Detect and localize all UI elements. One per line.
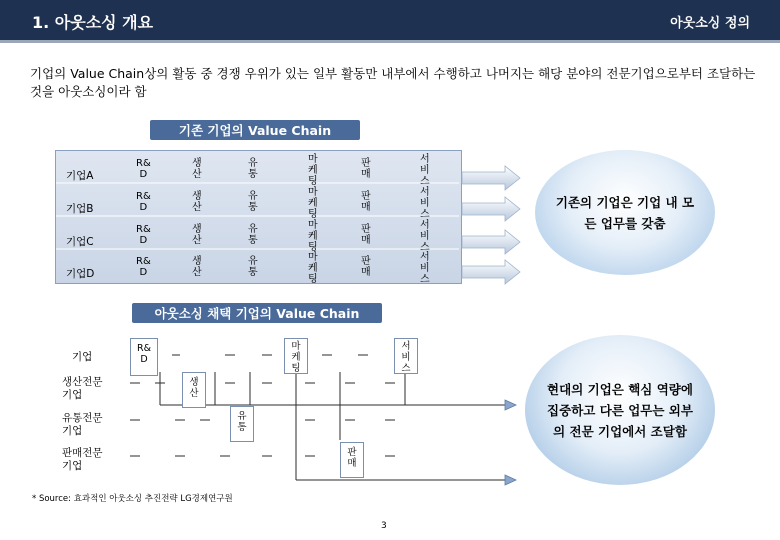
out-distribution-box: 유 통: [230, 406, 254, 442]
existing-cell-service: 서 비 스: [420, 220, 430, 253]
existing-cell-sales: 판 매: [361, 256, 371, 278]
existing-cell-rnd: R& D: [136, 224, 151, 246]
page-number: 3: [381, 521, 387, 531]
out-row-production-label: 생산전문 기업: [62, 376, 103, 401]
company-b-label: 기업B: [66, 203, 94, 215]
existing-cell-marketing: 마 케 팅: [308, 154, 318, 187]
existing-cell-production: 생 산: [192, 224, 202, 246]
existing-cell-production: 생 산: [192, 256, 202, 278]
existing-cell-rnd: R& D: [136, 191, 151, 213]
existing-cell-service: 서 비 스: [420, 154, 430, 187]
existing-cell-distribution: 유 통: [248, 158, 258, 180]
section-label: 아웃소싱 정의: [670, 16, 750, 31]
existing-cell-marketing: 마 케 팅: [308, 252, 318, 285]
existing-cell-distribution: 유 통: [248, 256, 258, 278]
existing-cell-service: 서 비 스: [420, 252, 430, 285]
out-sales-box: 판 매: [340, 442, 364, 478]
out-production-box: 생 산: [182, 372, 206, 408]
existing-cell-sales: 판 매: [361, 224, 371, 246]
out-row-distribution-label: 유통전문 기업: [62, 412, 103, 437]
outsourcing-summary-bubble: [525, 335, 715, 485]
out-row-sales-label: 판매전문 기업: [62, 447, 103, 472]
existing-cell-service: 서 비 스: [420, 187, 430, 220]
company-c-label: 기업C: [66, 236, 94, 248]
existing-cell-sales: 판 매: [361, 191, 371, 213]
out-rnd-box: R& D: [130, 338, 158, 376]
out-row-company-label: 기업: [72, 351, 93, 363]
existing-cell-rnd: R& D: [136, 256, 151, 278]
existing-cell-production: 생 산: [192, 191, 202, 213]
existing-cell-marketing: 마 케 팅: [308, 220, 318, 253]
intro-text: 기업의 Value Chain상의 활동 중 경쟁 우위가 있는 일부 활동만 내부에서 수행하고 나머지는 해당 분야의 전문기업으로부터 조달하는 것을 아웃소싱이라 함: [30, 66, 756, 99]
out-marketing-box: 마 케 팅: [284, 338, 308, 374]
existing-cell-sales: 판 매: [361, 158, 371, 180]
existing-cell-marketing: 마 케 팅: [308, 187, 318, 220]
outsourcing-chain-title: 아웃소싱 채택 기업의 Value Chain: [132, 303, 382, 323]
existing-cell-distribution: 유 통: [248, 191, 258, 213]
company-a-label: 기업A: [66, 170, 94, 182]
company-d-label: 기업D: [66, 268, 95, 280]
existing-cell-production: 생 산: [192, 158, 202, 180]
existing-chain-title: 기존 기업의 Value Chain: [150, 120, 360, 140]
existing-cell-distribution: 유 통: [248, 224, 258, 246]
page-title: 1. 아웃소싱 개요: [32, 13, 154, 32]
out-service-box: 서 비 스: [394, 338, 418, 374]
source-note: * Source: 효과적인 아웃소싱 추진전략 LG경제연구원: [32, 494, 233, 504]
existing-cell-rnd: R& D: [136, 158, 151, 180]
existing-summary-text: 기존의 기업은 기업 내 모든 업무를 갖춤: [555, 194, 695, 231]
outsourcing-summary-text: 현대의 기업은 핵심 역량에 집중하고 다른 업무는 외부의 전문 기업에서 조달함: [547, 381, 693, 439]
